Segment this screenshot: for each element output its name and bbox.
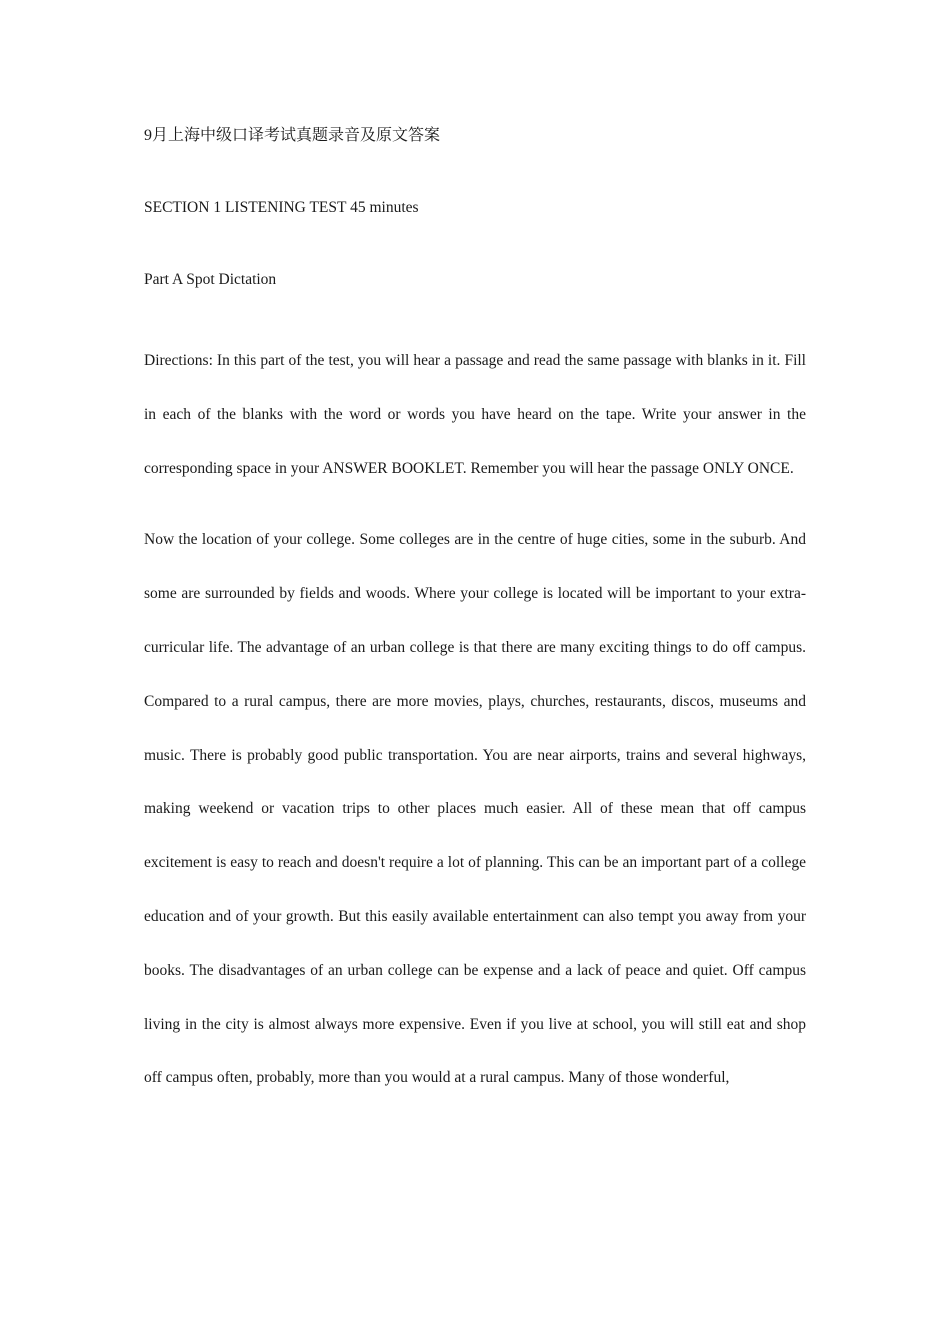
spacer bbox=[144, 226, 806, 262]
passage-paragraph: Now the location of your college. Some colleges are in the centre of huge cities, some in the suburb. And some are surrounded by fields and woods. Where your college is located will be important to your extra-curricular life. The advantage of an urban college is that there are many exciting things to do off campus. Compared to a rural campus, there are more movies, plays, churches, restaurants, discos, museums and music. There is probably good public transportation. You are near airports, trains and several highways, making weekend or vacation trips to other places much easier. All of these mean that off campus excitement is easy to reach and doesn't require a lot of planning. This can be an important part of a college education and of your growth. But this easily available entertainment can also tempt you away from your books. The disadvantages of an urban college can be expense and a lack of peace and quiet. Off campus living in the city is almost always more expensive. Even if you live at school, you will still eat and shop off campus often, probably, more than you would at a rural campus. Many of those wonderful, bbox=[144, 531, 806, 1087]
document-content bbox=[144, 118, 806, 1105]
spacer bbox=[144, 154, 806, 190]
section-heading: SECTION 1 LISTENING TEST 45 minutes bbox=[144, 199, 419, 216]
part-heading: Part A Spot Dictation bbox=[144, 271, 277, 288]
directions-paragraph: Directions: In this part of the test, you will hear a passage and read the same passage with blanks in it. Fill in each of the blanks with the word or words you have heard on the tape. Write your answer in the corresponding space in your ANSWER BOOKLET. Remember you will hear the passage ONLY ONCE. bbox=[144, 352, 806, 477]
spacer bbox=[144, 495, 806, 513]
spacer bbox=[144, 298, 806, 334]
document-title: 9月上海中级口译考试真题录音及原文答案 bbox=[144, 127, 441, 144]
